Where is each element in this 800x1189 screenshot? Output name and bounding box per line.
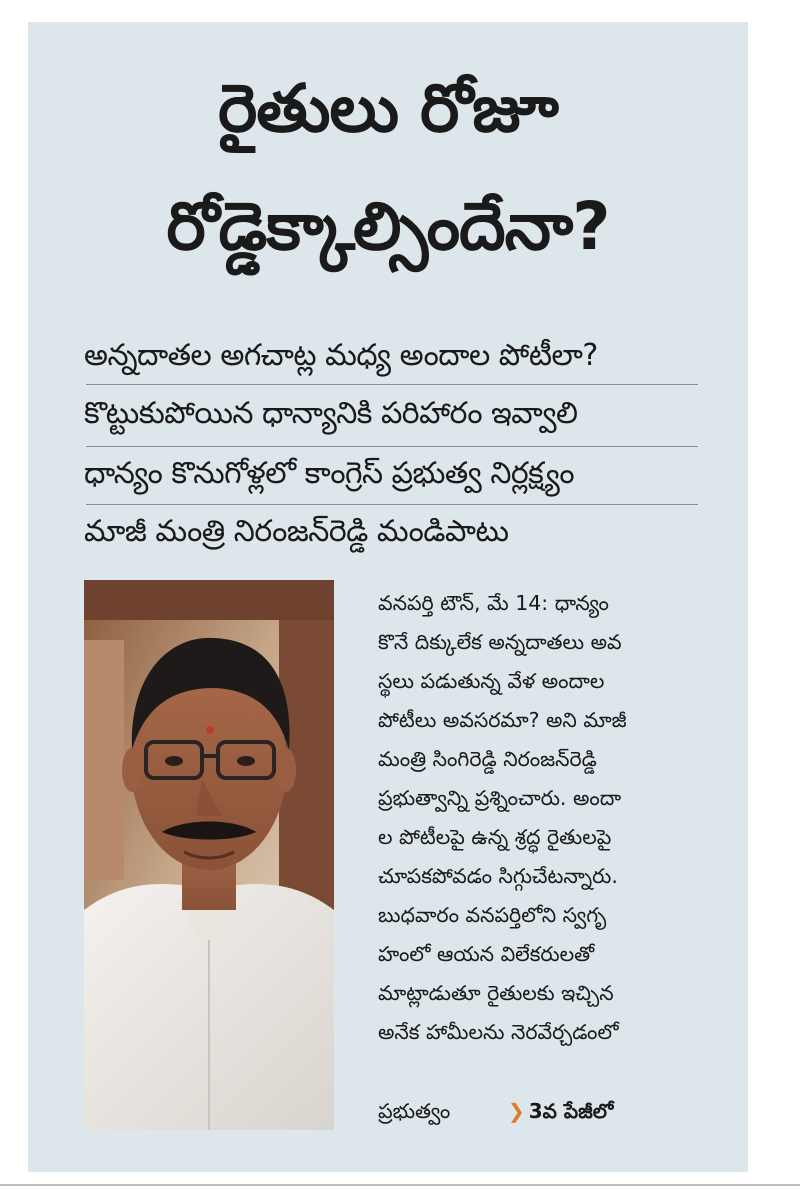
body-line: చూపకపోవడం సిగ్గుచేటన్నారు. xyxy=(378,864,618,888)
headline-line-2: రోడ్డెక్కాల్సిందేనా? xyxy=(166,188,610,265)
continued-label: 3వ పేజీలో xyxy=(528,1099,614,1123)
body-line: బుధవారం వనపర్తిలోని స్వగృ xyxy=(378,903,607,927)
body-line: కొనే దిక్కులేక అన్నదాతలు అవ xyxy=(378,630,622,654)
body-line: మంత్రి సింగిరెడ్డి నిరంజన్‌రెడ్డి xyxy=(378,747,597,771)
deck-line-4: మాజీ మంత్రి నిరంజన్‌రెడ్డి మండిపాటు xyxy=(84,514,509,549)
page-divider xyxy=(0,1184,800,1186)
body-line: స్థలు పడుతున్న వేళ అందాల xyxy=(378,669,605,693)
deck-line-2: కొట్టుకుపోయిన ధాన్యానికి పరిహారం ఇవ్వాలి xyxy=(84,396,578,431)
news-clipping xyxy=(28,22,748,1172)
portrait-photo xyxy=(84,580,334,1130)
body-line: అనేక హామీలను నెరవేర్చడంలో xyxy=(378,1020,619,1044)
deck-line-1: అన్నదాతల అగచాట్ల మధ్య అందాల పోటీలా? xyxy=(84,338,598,373)
body-line: మాట్లాడుతూ రైతులకు ఇచ్చిన xyxy=(378,981,614,1005)
body-line: ప్రభుత్వాన్ని ప్రశ్నించారు. అందా xyxy=(378,786,622,810)
deck-line-3: ధాన్యం కొనుగోళ్లలో కాంగ్రెస్ ప్రభుత్వ నిర్లక్ష్యం xyxy=(84,456,575,491)
deck-divider xyxy=(86,504,698,505)
body-line: వనపర్తి టౌన్, మే 14: ధాన్యం xyxy=(378,591,609,615)
deck-divider xyxy=(86,446,698,447)
body-line: ల పోటీలపై ఉన్న శ్రద్ధ రైతులపై xyxy=(378,825,612,849)
continued-on-page-link[interactable] xyxy=(508,1090,613,1132)
body-line: పోటీలు అవసరమా? అని మాజీ xyxy=(378,708,627,732)
headline-line-1: రైతులు రోజూ xyxy=(218,70,558,147)
body-line: హంలో ఆయన విలేకరులతో xyxy=(378,942,595,966)
body-line: ప్రభుత్వం xyxy=(378,1099,451,1123)
deck-divider xyxy=(86,384,698,385)
chevron-right-icon: ❯ xyxy=(508,1099,525,1123)
